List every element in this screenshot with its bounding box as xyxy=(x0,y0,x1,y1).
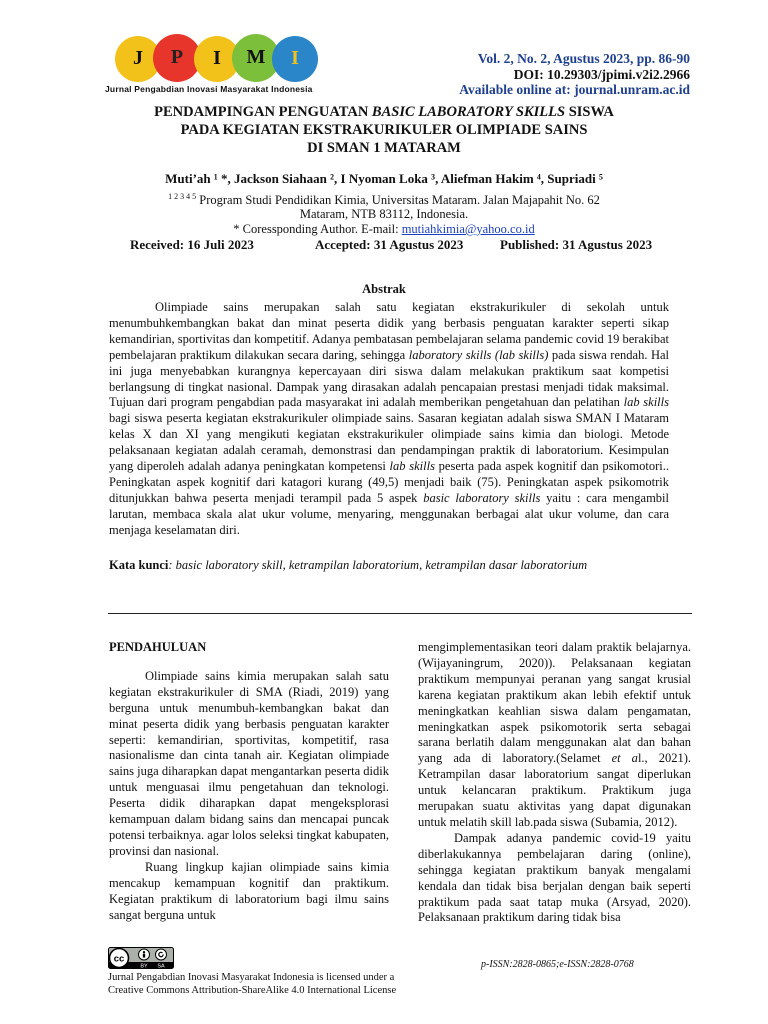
sa-label: SA xyxy=(157,963,165,969)
accepted-date: Accepted: 31 Agustus 2023 xyxy=(315,237,464,252)
body-column-right xyxy=(418,640,691,926)
journal-website[interactable]: Available online at: journal.unram.ac.id xyxy=(459,82,690,97)
logo-circle-4: M xyxy=(232,34,280,82)
by-label: BY xyxy=(140,963,148,969)
body-paragraph: Ruang lingkup kajian olimpiade sains kimia mencakup kemampuan kognitif dan praktikum. Kegiatan praktikum di laboratorium bagi ilmu sains sangat berguna untuk xyxy=(109,859,389,922)
cc-icon-label: cc xyxy=(113,953,125,965)
abstract-text: Olimpiade sains merupakan salah satu kegiatan ekstrakurikuler di sekolah untuk menumbuhkembangkan bakat dan minat peserta didik yang berbasis penguatan karakter seperti sikap kemandirian, sportivitas dan kompetitif. Adanya pembatasan pembelajaran selama pandemic covid 19 berakibat pembelajaran praktikum dilakukan secara daring, sehingga laboratory skills (lab skills) pada siswa rendah. Hal ini juga menyebabkan kurangnya kepercayaan diri siswa dalam melakukan praktikum saat kompetisi berlangsung di tingkat nasional. Dampak yang dirasakan adalah pencapaian prestasi menjadi tidak maksimal. Tujuan dari program pengabdian pada masyarakat ini adalah memberikan pengetahuan dan pelatihan lab skills bagi siswa peserta kegiatan ekstrakurikuler olimpiade sains. Sasaran kegiatan adalah siswa SMAN I Mataram kelas X dan XI yang mengikuti kegiatan ekstrakurikuler olimpiade sains kimia dan biologi. Metode pelaksanaan kegiatan adalah ceramah, demonstrasi dan pendampingan praktik di laboratorium. Kesimpulan yang diperoleh adalah adanya peningkatan kompetensi lab skills peserta pada aspek kognitif dan psikomotori.. Peningkatan aspek kognitif dari katagori kurang (49,5) menjadi baik (75). Peningkatan aspek psikomotrik ditunjukkan bahwa peserta menjadi terampil pada 5 aspek basic laboratory skills yaitu : cara mengambil larutan, membaca skala alat ukur volume, menyaring, menggunakan berbagai alat ukur volume, dan cara menjaga keselamatan diri. xyxy=(109,300,669,537)
logo-circle-1: J xyxy=(115,36,161,82)
author-list: Muti’ah ¹ *, Jackson Siahaan ², I Nyoman Loka ³, Aliefman Hakim ⁴, Supriadi ⁵ xyxy=(165,171,603,186)
logo-circle-2: P xyxy=(153,34,201,82)
article-title-line-1: PENDAMPINGAN PENGUATAN BASIC LABORATORY SKILLS SISWA xyxy=(154,104,614,120)
license-line-2[interactable]: Creative Commons Attribution-ShareAlike 4.0 International License xyxy=(108,985,397,996)
license-line-1: Jurnal Pengabdian Inovasi Masyarakat Indonesia is licensed under a xyxy=(108,972,395,983)
article-title-line-3: DI SMAN 1 MATARAM xyxy=(307,140,461,156)
received-date: Received: 16 Juli 2023 xyxy=(130,237,254,252)
body-paragraph: Olimpiade sains kimia merupakan salah satu kegiatan ekstrakurikuler di SMA (Riadi, 2019) yang berguna untuk menumbuh-kembangkan bakat dan minat peserta didik yang berbasis penguatan karakter seperti: kemandirian, sportivitas, kompetitif, rasa nasionalisme dan cinta tanah air. Kegiatan olimpiade sains juga diharapkan dapat mengantarkan peserta didik untuk menguasai ilmu pengetahuan dan teknologi. Peserta didik diharapkan dapat mengeksplorasi kemampuan dalam bidang sains dan mencapai puncak potensi terbaiknya. agar lolos seleksi tingkat kabupaten, provinsi dan nasional. xyxy=(109,668,389,858)
article-title-line-2: PADA KEGIATAN EKSTRAKURIKULER OLIMPIADE SAINS xyxy=(180,122,588,138)
article-doi[interactable]: DOI: 10.29303/jpimi.v2i2.2966 xyxy=(513,67,690,82)
affiliation-line-2: Mataram, NTB 83112, Indonesia. xyxy=(299,207,469,221)
section-divider xyxy=(108,613,692,614)
corresponding-email-link[interactable]: mutiahkimia@yahoo.co.id xyxy=(401,222,535,236)
body-column-left xyxy=(109,640,389,923)
published-date: Published: 31 Agustus 2023 xyxy=(500,237,653,252)
section-heading: PENDAHULUAN xyxy=(109,640,207,654)
cc-license-badge[interactable] xyxy=(108,947,174,969)
corresponding-author: * Coressponding Author. E-mail: mutiahkimia@yahoo.co.id xyxy=(233,222,535,236)
issn: p-ISSN:2828-0865;e-ISSN:2828-0768 xyxy=(481,959,634,970)
logo-circle-3: I xyxy=(194,36,240,82)
keywords: Kata kunci: basic laboratory skill, ketrampilan laboratorium, ketrampilan dasar laboratorium xyxy=(109,558,588,572)
abstract-heading: Abstrak xyxy=(362,282,406,296)
license-notice xyxy=(108,971,468,997)
share-alike-icon xyxy=(156,949,167,960)
logo-subtitle: Jurnal Pengabdian Inovasi Masyarakat Indonesia xyxy=(105,84,313,94)
body-paragraph: mengimplementasikan teori dalam praktik belajarnya. (Wijayaningrum, 2020)). Pelaksanaan kegiatan praktikum mempunyai peranan yang sangat krusial karena kegiatan praktikum akan lebih efektif untuk meningkatkan keahlian siswa dalam pengamatan, meningkatkan aspek psikomotorik serta sebagai sarana berlatih dalam menggunakan alat dan bahan yang ada di laboratory.(Selamet et al., 2021). Ketrampilan dasar laboratorium sangat diperlukan untuk kelancaran praktikum. Praktikum juga merupakan suatu aktivitas yang dapat digunakan untuk melatih skill lab.pada siswa (Subamia, 2012). xyxy=(418,640,691,829)
body-paragraph: Dampak adanya pandemic covid-19 yaitu diberlakukannya pembelajaran daring (online), sehingga kegiatan praktikum banyak mengalami kendala dan tidak bisa berjalan dengan baik seperti praktikum pada saat tatap muka (Arsyad, 2020). Pelaksanaan praktikum daring tidak bisa xyxy=(418,830,691,925)
logo-circle-5: I xyxy=(272,36,318,82)
affiliation-line-1: $^{1 2 3 4 5}$ Program Studi Pendidikan Kimia, Universitas Mataram. Jalan Majapahit No. 62 xyxy=(168,192,600,208)
journal-volume: Vol. 2, No. 2, Agustus 2023, pp. 86-90 xyxy=(477,51,690,66)
